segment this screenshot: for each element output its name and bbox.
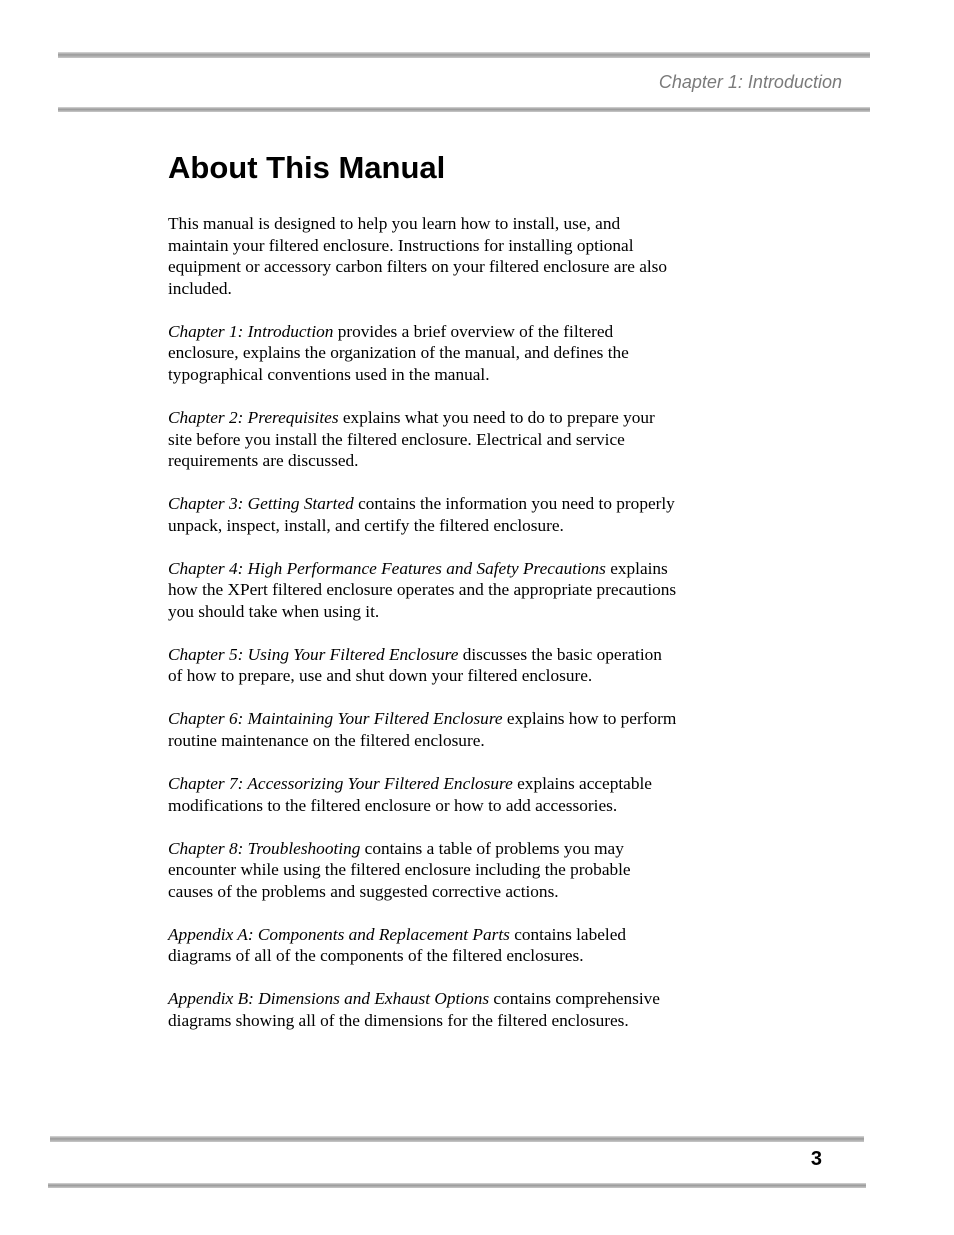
- intro-paragraph: This manual is designed to help you learn how to install, use, and maintain your filtered enclosure. Instructions for installing optional equipment or accessory carbon filters on your filtered enclosure are also included.: [168, 214, 668, 298]
- section-paragraph: [168, 924, 678, 967]
- footer-top-rule: [50, 1136, 864, 1142]
- section-reference: Chapter 8: Troubleshooting: [168, 838, 361, 858]
- body-text: [168, 213, 678, 1053]
- section-description: explains how to perform routine maintenance on the filtered enclosure.: [168, 709, 677, 751]
- section-reference: Appendix B: Dimensions and Exhaust Options: [168, 989, 490, 1009]
- section-reference: Chapter 2: Prerequisites: [168, 407, 339, 427]
- section-paragraph: [168, 407, 678, 472]
- section-description: discusses the basic operation of how to prepare, use and shut down your filtered enclosure.: [168, 644, 662, 686]
- section-paragraph: [168, 773, 678, 816]
- running-header: Chapter 1: Introduction: [658, 72, 842, 92]
- section-description: contains the information you need to properly unpack, inspect, install, and certify the filtered enclosure.: [168, 494, 675, 535]
- section-description: contains labeled diagrams of all of the components of the filtered enclosures.: [168, 924, 627, 966]
- section-reference: Chapter 7: Accessorizing Your Filtered Enclosure: [168, 774, 513, 794]
- section-reference: Chapter 3: Getting Started: [168, 494, 354, 514]
- footer-bottom-rule: [48, 1183, 866, 1188]
- section-paragraph: [168, 708, 678, 751]
- section-reference: Chapter 1: Introduction: [168, 321, 334, 341]
- section-description: provides a brief overview of the filtered enclosure, explains the organization of the manual, and defines the typographical conventions used in the manual.: [168, 321, 629, 384]
- section-description: explains how the XPert filtered enclosure operates and the appropriate precautions you should take when using it.: [168, 558, 677, 621]
- section-reference: Chapter 5: Using Your Filtered Enclosure: [168, 644, 459, 664]
- header-top-rule: [58, 52, 870, 58]
- section-description: explains what you need to do to prepare your site before you install the filtered enclosure. Electrical and service requirements are discussed.: [168, 407, 655, 471]
- section-description: contains a table of problems you may encounter while using the filtered enclosure including the probable causes of the problems and suggested corrective actions.: [168, 838, 631, 901]
- section-paragraph: [168, 838, 678, 903]
- section-reference: Appendix A: Components and Replacement Parts: [168, 924, 510, 944]
- page-number: 3: [810, 1148, 822, 1170]
- section-reference: Chapter 6: Maintaining Your Filtered Enclosure: [168, 709, 503, 729]
- section-description: explains acceptable modifications to the filtered enclosure or how to add accessories.: [168, 774, 652, 815]
- section-reference: Chapter 4: High Performance Features and Safety Precautions: [168, 558, 606, 578]
- header-bottom-rule: [58, 107, 870, 112]
- section-paragraph: [168, 493, 678, 536]
- section-paragraph: [168, 558, 678, 623]
- section-paragraph: [168, 321, 678, 386]
- section-paragraph: [168, 644, 678, 687]
- page-title: About This Manual: [168, 150, 446, 185]
- section-description: contains comprehensive diagrams showing all of the dimensions for the filtered enclosures.: [168, 989, 660, 1030]
- section-paragraph: [168, 988, 678, 1031]
